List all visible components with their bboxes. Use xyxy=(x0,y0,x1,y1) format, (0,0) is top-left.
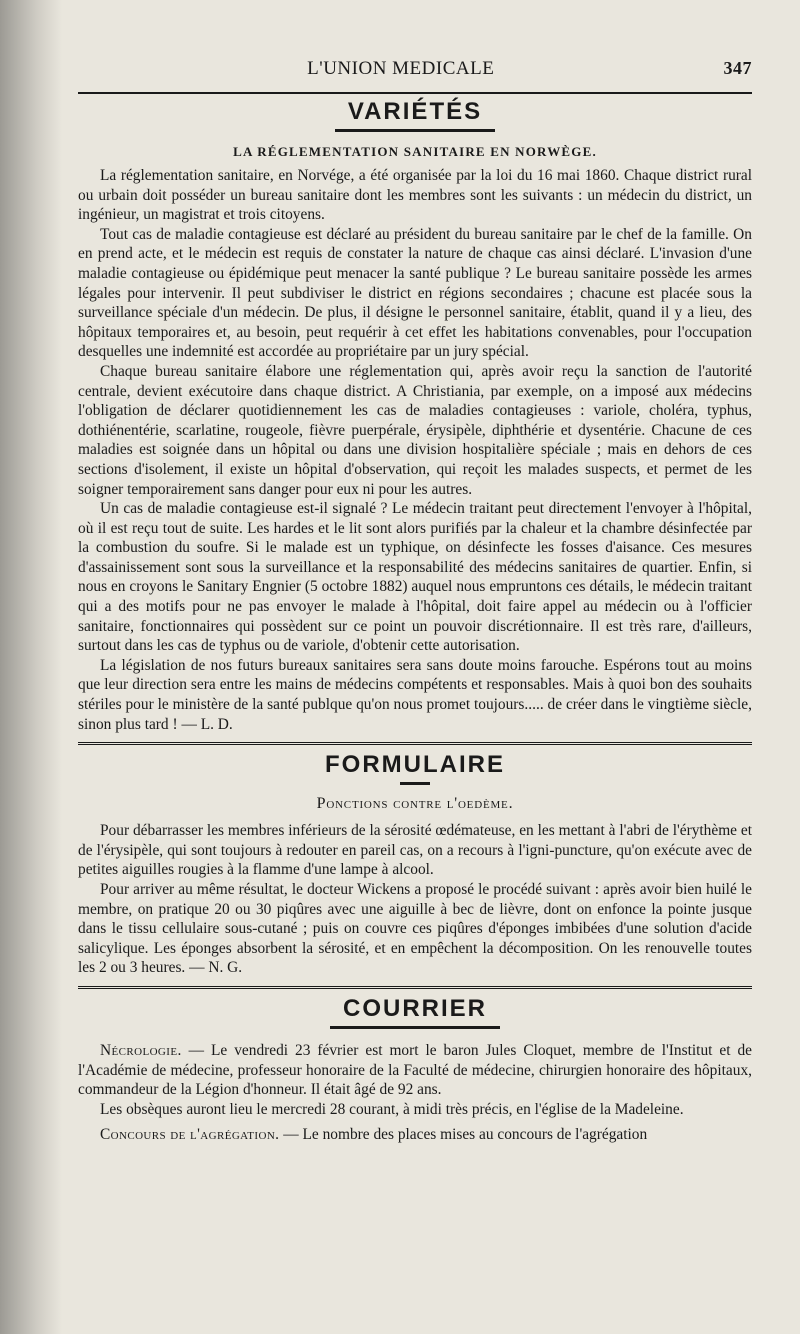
paragraph: Pour débarrasser les membres inférieurs de la sérosité œdémateuse, en les mettant à l'abri de l'érythème et de l'érysipèle, qui sont toujours à redouter en pareil cas, on a recours à l'igni-puncture, qu'on exécute avec de petites aiguilles rougies à la flamme d'une lampe à alcool. xyxy=(78,822,752,879)
rubric-text: — Le vendredi 23 février est mort le baron Jules Cloquet, membre de l'Institut et de l'Académie de médecine, professeur honoraire de la Faculté de médecine, chirurgien honoraire des hôpitaux, commandeur de la Légion d'honneur. Il était âgé de 92 ans. xyxy=(78,1041,752,1099)
paragraph: La réglementation sanitaire, en Norvége, a été organisée par la loi du 16 mai 1860. Chaque district rural ou urbain doit posséder un bureau sanitaire dont les membres sont les suivants : un médecin du district, un ingénieur, un magistrat et trois citoyens. xyxy=(78,167,752,224)
paragraph: Pour arriver au même résultat, le docteur Wickens a proposé le procédé suivant : après avoir bien huilé le membre, on pratique 20 ou 30 piqûres avec une aiguille à bec de lièvre, dont on enfonce la pointe jusque dans le tissu cellulaire sous-cutané ; puis on couvre ces piqûres d'éponges imbibées d'une solution d'acide salicylique. Les éponges absorbent la sérosité, et en empêchent la décomposition. On les renouvelle toutes les 2 ou 3 heures. — N. G. xyxy=(78,881,752,977)
rubric-label: Nécrologie. xyxy=(100,1041,182,1059)
section-varietes xyxy=(78,98,752,734)
running-header xyxy=(78,58,752,86)
binding-gutter xyxy=(0,0,62,1334)
paragraph-concours xyxy=(78,1125,752,1145)
title-underline xyxy=(400,782,430,785)
section-courrier xyxy=(78,995,752,1145)
section-divider xyxy=(78,986,752,989)
section-title-formulaire: FORMULAIRE xyxy=(325,751,505,779)
section-divider xyxy=(78,742,752,745)
paragraph: Tout cas de maladie contagieuse est déclaré au président du bureau sanitaire par le chef de la famille. On en prend acte, et le médecin est requis de constater la nature de chaque cas ainsi déclaré. L'invasion d'une maladie contagieuse ou épidémique peut menacer la santé publique ? Le bureau sanitaire possède les armes légales pour intervenir. Il peut subdiviser le district en régions secondaires ; chacune est placée sous la surveillance spéciale d'un médecin. De plus, il désigne le personnel sanitaire, établit, quand il y a lieu, des hôpitaux temporaires et, au besoin, peut requérir à cet effet les habitations convenables, pour l'occupation desquelles une indemnité est accordée au propriétaire par un jury spécial. xyxy=(78,225,752,361)
section-title-courrier: COURRIER xyxy=(342,994,487,1022)
article-subtitle-oedeme: Ponctions contre l'oedème. xyxy=(316,795,514,813)
rubric-text: — Le nombre des places mises au concours de l'agrégation xyxy=(279,1126,648,1144)
paragraph: Chaque bureau sanitaire élabore une réglementation qui, après avoir reçu la sanction de l'autorité centrale, devient exécutoire dans chaque district. A Christiania, par exemple, on a imposé aux médecins l'obligation de déclarer quotidiennement les cas de maladies contagieuses : variole, choléra, typhus, dothiénentérie, scarlatine, rougeole, fièvre puerpérale, érysipèle, diphthérie et dysentérie. Chacune de ces maladies est soignée dans un hôpital ou dans une division hospitalière spéciale ; mais en dehors de ces sections d'isolement, il existe un hôpital d'observation, qui reçoit les malades suspects, et permet de les soigner temporairement sans danger pour eux ni pour les autres. xyxy=(78,362,752,498)
header-rule xyxy=(78,92,752,94)
paragraph: Un cas de maladie contagieuse est-il signalé ? Le médecin traitant peut directement l'envoyer à l'hôpital, où il est reçu tout de suite. Les hardes et le lit sont alors purifiés par la chaleur et la chambre désinfectée par la combustion du soufre. Si le malade est un typhique, on désinfecte les fosses d'aisance. Ces mesures d'assainissement sont sous la surveillance et la responsabilité des médecins sanitaires de quartier. Enfin, si nous en croyons le Sanitary Engnier (5 octobre 1882) auquel nous empruntons ces détails, le médecin traitant qui a des motifs pour ne pas envoyer le malade à l'hôpital, doit faire appel au médecin ou à l'officier sanitaire, fonctionnaires qui possèdent sur ce point un pouvoir discrétionnaire. Il est très rare, d'ailleurs, surtout dans les cas de typhus ou de variole, d'obtenir cette autorisation. xyxy=(78,500,752,655)
section-title-varietes: VARIÉTÉS xyxy=(347,98,483,125)
paragraph: Les obsèques auront lieu le mercredi 28 courant, à midi très précis, en l'église de la Madeleine. xyxy=(100,1100,684,1118)
paragraph: La législation de nos futurs bureaux sanitaires sera sans doute moins farouche. Espérons tout au moins que leur direction sera entre les mains de médecins compétents et responsables. Mais à quoi bon des souhaits stériles pour le ministère de la santé publque qu'on nous promet toujours..... de créer dans le vingtième siècle, sinon plus tard ! — L. D. xyxy=(78,656,752,733)
rubric-label: Concours de l'agrégation. xyxy=(100,1126,280,1144)
paragraph-necrologie xyxy=(78,1041,752,1100)
title-underline xyxy=(335,129,495,132)
section-formulaire xyxy=(78,751,752,978)
page-number: 347 xyxy=(723,58,752,78)
running-title: L'UNION MEDICALE xyxy=(307,58,495,79)
article-subtitle-norwege: LA RÉGLEMENTATION SANITAIRE EN NORWÈGE. xyxy=(233,144,597,159)
